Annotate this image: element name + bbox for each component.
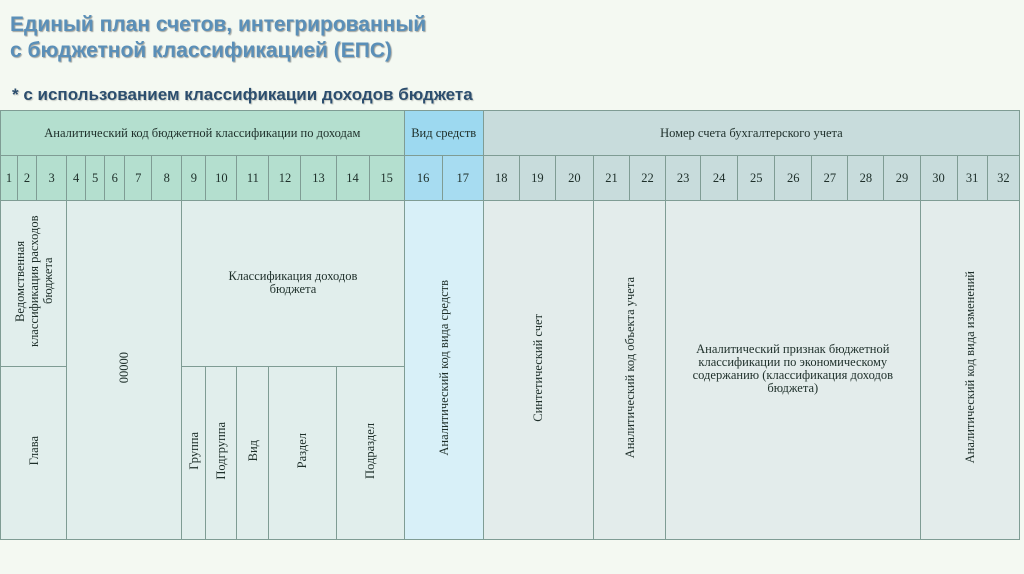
column-number: 28 xyxy=(848,156,884,201)
cell-podrazdel: Подраздел xyxy=(336,367,404,540)
slide-title xyxy=(10,12,426,64)
body-row-top xyxy=(1,201,1020,367)
column-number: 4 xyxy=(67,156,86,201)
column-number: 1 xyxy=(1,156,18,201)
cell-sinteticheskiy: Синтетический счет xyxy=(483,201,593,540)
header-row xyxy=(1,111,1020,156)
column-number: 30 xyxy=(920,156,957,201)
column-number: 19 xyxy=(519,156,555,201)
column-number: 11 xyxy=(237,156,269,201)
column-number: 21 xyxy=(593,156,629,201)
column-number: 6 xyxy=(105,156,125,201)
header-account-number: Номер счета бухгалтерского учета xyxy=(483,111,1019,156)
column-number: 26 xyxy=(775,156,812,201)
column-number: 23 xyxy=(666,156,701,201)
column-number: 18 xyxy=(483,156,519,201)
cell-glava: Глава xyxy=(1,367,67,540)
column-number: 13 xyxy=(301,156,336,201)
column-number: 27 xyxy=(812,156,848,201)
cell-razdel: Раздел xyxy=(269,367,336,540)
column-number: 32 xyxy=(987,156,1019,201)
cell-analit-vid-sredstv: Аналитический код вида средств xyxy=(404,201,483,540)
cell-klass-dohodov: Классификация доходов бюджета xyxy=(182,201,404,367)
column-number: 2 xyxy=(18,156,37,201)
column-number: 22 xyxy=(630,156,666,201)
column-number: 31 xyxy=(957,156,987,201)
cell-zeros: 00000 xyxy=(67,201,182,540)
slide-subtitle: * с использованием классификации доходов бюджета xyxy=(12,85,473,104)
column-number: 15 xyxy=(369,156,404,201)
header-analytic-code: Аналитический код бюджетной классификации по доходам xyxy=(1,111,405,156)
column-number: 7 xyxy=(125,156,152,201)
column-numbers-row xyxy=(1,156,1020,201)
column-number: 14 xyxy=(336,156,369,201)
cell-analit-obekta: Аналитический код объекта учета xyxy=(593,201,665,540)
eps-table xyxy=(0,110,1020,540)
column-number: 5 xyxy=(86,156,105,201)
column-number: 9 xyxy=(182,156,206,201)
column-number: 20 xyxy=(555,156,593,201)
column-number: 12 xyxy=(269,156,301,201)
title-line-1: Единый план счетов, интегрированный xyxy=(10,13,427,36)
cell-vedomstvennaya: Ведомственная классификация расходов бюджета xyxy=(1,201,67,367)
column-number: 29 xyxy=(884,156,920,201)
column-number: 8 xyxy=(152,156,182,201)
header-vid-sredstv: Вид средств xyxy=(404,111,483,156)
column-number: 24 xyxy=(701,156,738,201)
cell-analit-izmeneniy: Аналитический код вида изменений xyxy=(920,201,1019,540)
cell-gruppa: Группа xyxy=(182,367,206,540)
column-number: 25 xyxy=(738,156,775,201)
title-line-2: с бюджетной классификацией (ЕПС) xyxy=(10,39,393,62)
column-number: 10 xyxy=(206,156,237,201)
cell-podgruppa: Подгруппа xyxy=(206,367,237,540)
column-number: 3 xyxy=(37,156,67,201)
column-number: 16 xyxy=(404,156,442,201)
cell-analit-priznak: Аналитический признак бюджетной классификации по экономическому содержанию (классификация доходов бюджета) xyxy=(666,201,920,540)
cell-vid: Вид xyxy=(237,367,269,540)
column-number: 17 xyxy=(442,156,483,201)
